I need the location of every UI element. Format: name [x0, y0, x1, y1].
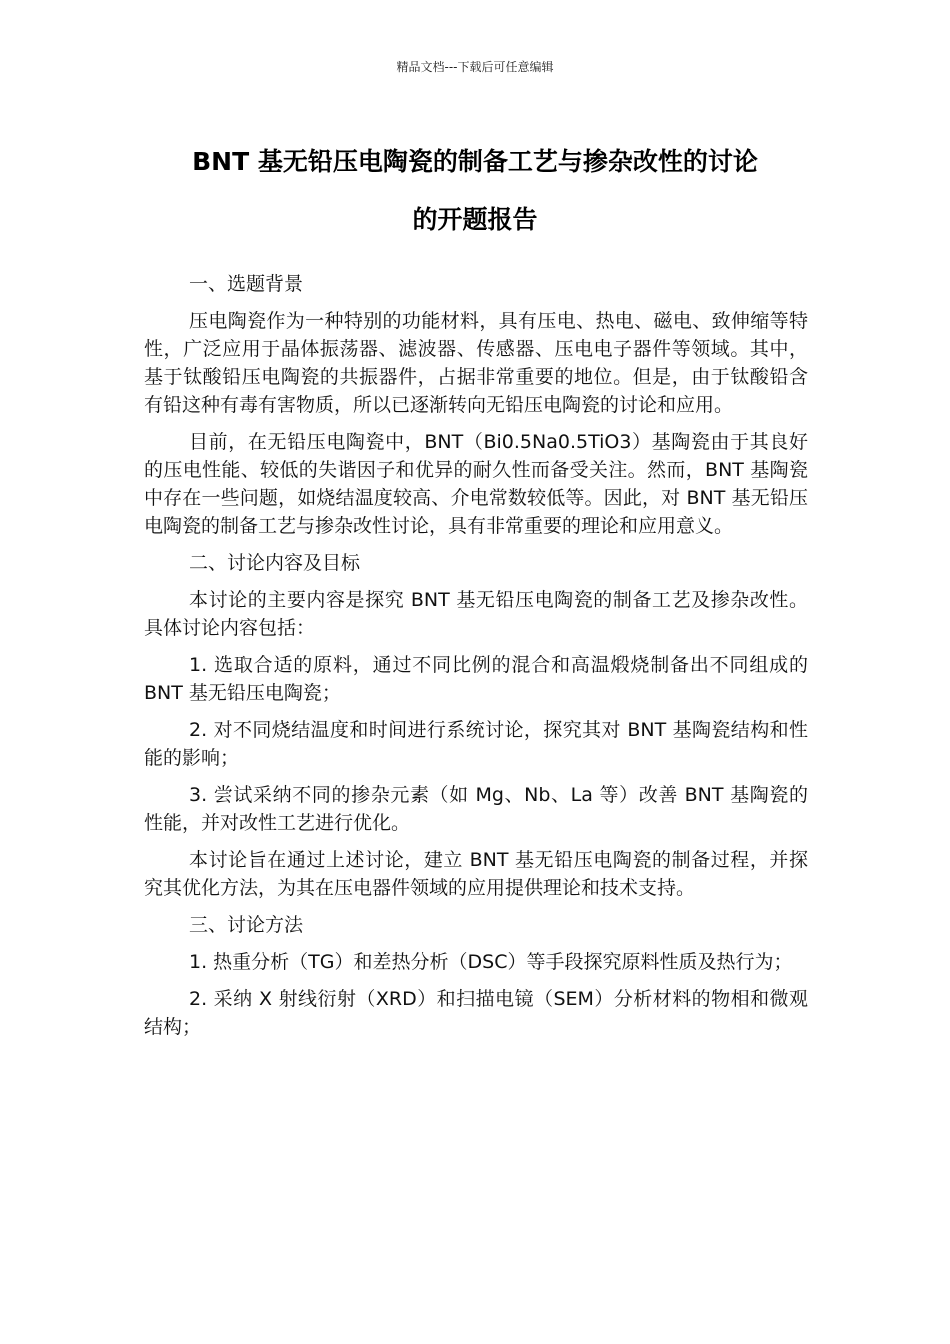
- title-line-1: BNT 基无铅压电陶瓷的制备工艺与掺杂改性的讨论: [192, 147, 758, 176]
- document-title: [120, 133, 830, 249]
- section-heading-methods: 三、讨论方法: [189, 914, 304, 936]
- paragraph-content-goal: 本讨论旨在通过上述讨论，建立 BNT 基无铅压电陶瓷的制备过程，并探究其优化方法，为其在压电器件领域的应用提供理论和技术支持。: [144, 849, 808, 899]
- list-item-content-3: 3. 尝试采纳不同的掺杂元素（如 Mg、Nb、La 等）改善 BNT 基陶瓷的性能，并对改性工艺进行优化。: [144, 784, 808, 834]
- title-line-2: 的开题报告: [412, 205, 538, 234]
- list-item-method-1: 1. 热重分析（TG）和差热分析（DSC）等手段探究原料性质及热行为；: [189, 951, 793, 973]
- section-heading-background: 一、选题背景: [189, 273, 304, 295]
- list-item-content-2: 2. 对不同烧结温度和时间进行系统讨论，探究其对 BNT 基陶瓷结构和性能的影响；: [144, 719, 808, 769]
- document-body: [144, 270, 808, 1050]
- paragraph-content-intro: 本讨论的主要内容是探究 BNT 基无铅压电陶瓷的制备工艺及掺杂改性。具体讨论内容包括：: [144, 589, 808, 639]
- list-item-method-2: 2. 采纳 X 射线衍射（XRD）和扫描电镜（SEM）分析材料的物相和微观结构；: [144, 988, 808, 1038]
- list-item-content-1: 1. 选取合适的原料，通过不同比例的混合和高温煅烧制备出不同组成的 BNT 基无铅压电陶瓷；: [144, 654, 808, 704]
- paragraph-background-1: 压电陶瓷作为一种特别的功能材料，具有压电、热电、磁电、致伸缩等特性，广泛应用于晶体振荡器、滤波器、传感器、压电电子器件等领域。其中，基于钛酸铅压电陶瓷的共振器件，占据非常重要的地位。但是，由于钛酸铅含有铅这种有毒有害物质，所以已逐渐转向无铅压电陶瓷的讨论和应用。: [144, 310, 808, 416]
- header-note: 精品文档---下载后可任意编辑: [396, 60, 554, 74]
- section-heading-content: 二、讨论内容及目标: [189, 552, 361, 574]
- paragraph-background-2: 目前，在无铅压电陶瓷中，BNT（Bi0.5Na0.5TiO3）基陶瓷由于其良好的压电性能、较低的失谐因子和优异的耐久性而备受关注。然而，BNT 基陶瓷中存在一些问题，如烧结温度较高、介电常数较低等。因此，对 BNT 基无铅压电陶瓷的制备工艺与掺杂改性讨论，具有非常重要的理论和应用意义。: [144, 431, 808, 537]
